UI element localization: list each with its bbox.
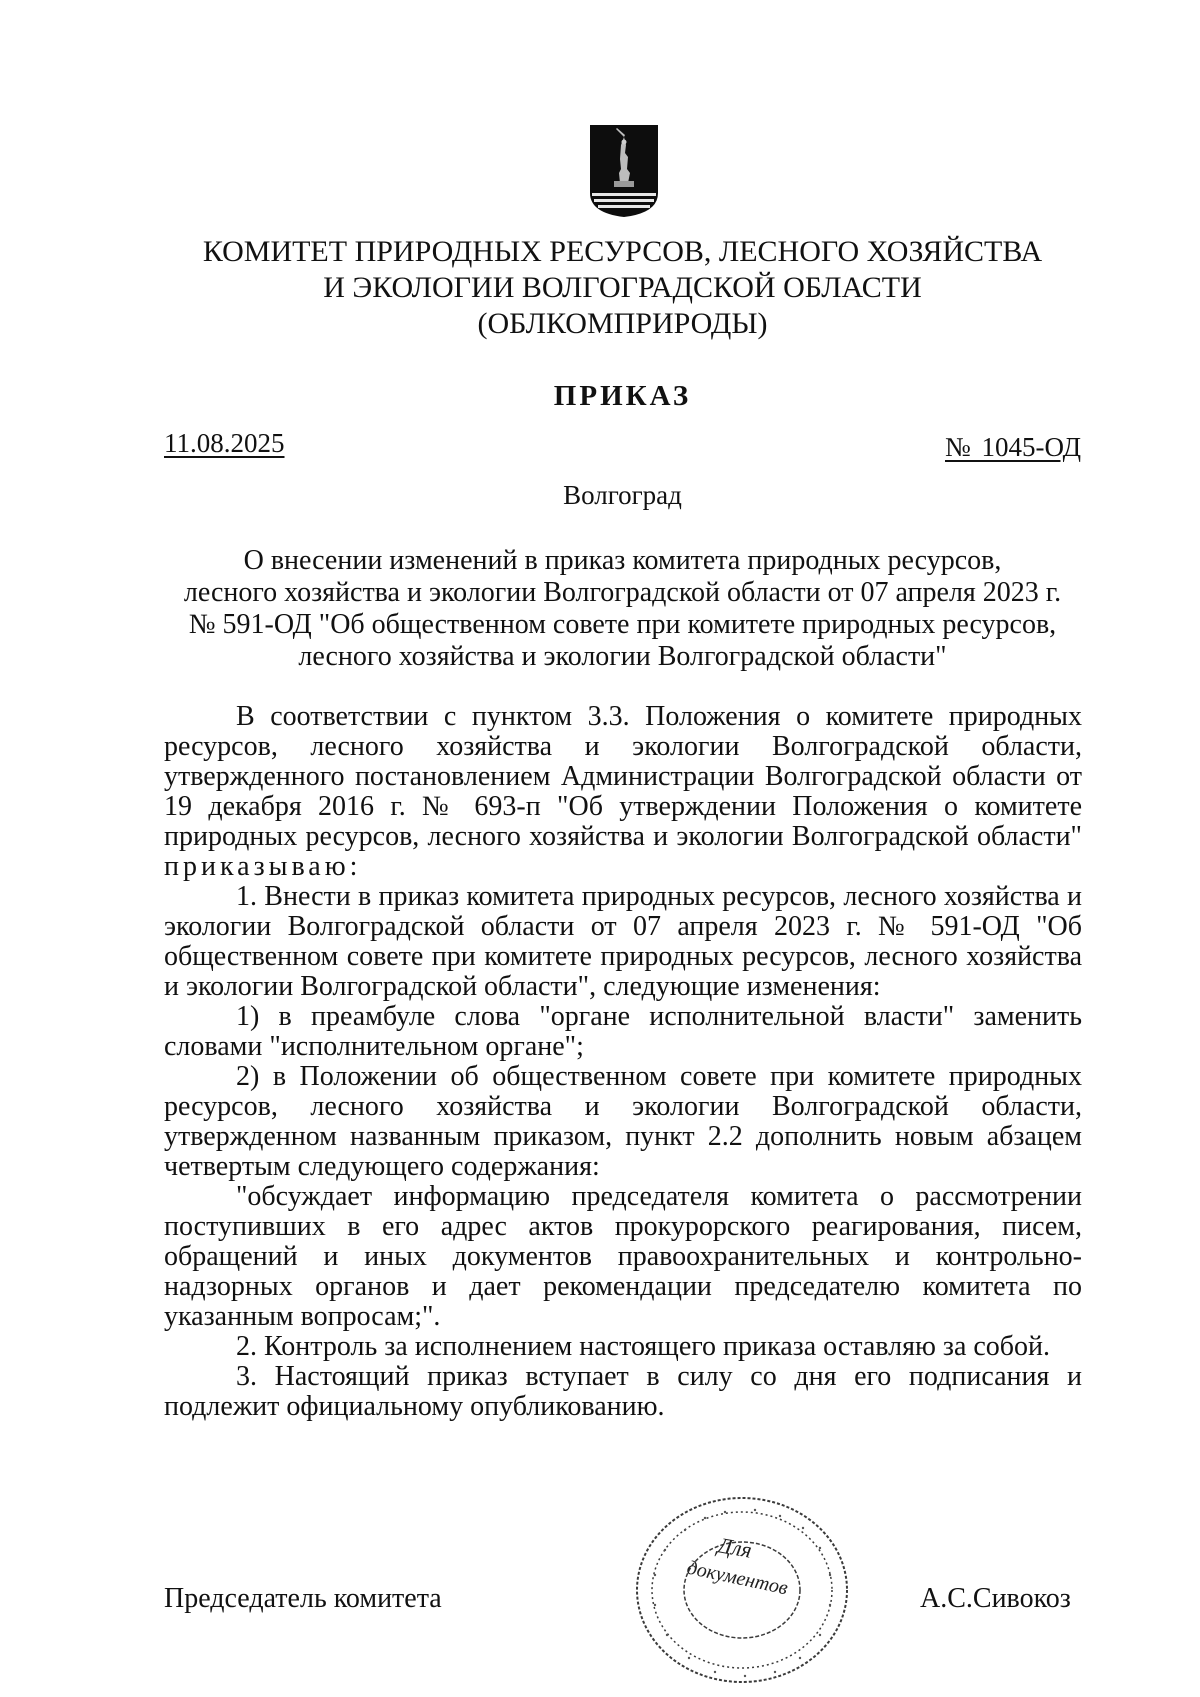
document-type: ПРИКАЗ [553, 380, 692, 412]
item-1-subitem-2: 2) в Положении об общественном совете при комитете природных ресурсов, лесного хозяйства и экологии Волгоградской области, утвержденном названным приказом, пункт 2.2 дополнить новым абзацем четвертым следующего содержания: [164, 1061, 1082, 1182]
item-3: 3. Настоящий приказ вступает в силу со дня его подписания и подлежит официальному опубликованию. [164, 1361, 1082, 1422]
item-1-subitem-1: 1) в преамбуле слова "органе исполнительной власти" заменить словами "исполнительном органе"; [164, 1001, 1082, 1062]
stamp-text-line-1: Для [716, 1532, 754, 1563]
document-city: Волгоград [563, 480, 682, 510]
subject-line-3: № 591-ОД "Об общественном совете при комитете природных ресурсов, [188, 609, 1057, 640]
organization-line-2: И ЭКОЛОГИИ ВОЛГОГРАДСКОЙ ОБЛАСТИ [323, 271, 922, 304]
document-date: 11.08.2025 [164, 428, 285, 458]
item-2: 2. Контроль за исполнением настоящего приказа оставляю за собой. [236, 1331, 1051, 1362]
subject-line-1: О внесении изменений в приказ комитета природных ресурсов, [243, 545, 1002, 576]
organization-name [0, 234, 1200, 342]
organization-line-1: КОМИТЕТ ПРИРОДНЫХ РЕСУРСОВ, ЛЕСНОГО ХОЗЯЙСТВА [202, 235, 1043, 268]
document-subject [0, 545, 1200, 673]
signatory-name: А.С.Сивокоз [920, 1583, 1071, 1614]
signatory-title: Председатель комитета [164, 1583, 442, 1614]
subject-line-4: лесного хозяйства и экологии Волгоградской области" [298, 641, 947, 672]
quoted-paragraph: "обсуждает информацию председателя комитета о рассмотрении поступивших в его адрес актов прокурорского реагирования, писем, обращений и иных документов правоохранительных и контрольно-надзорных органов и дает рекомендации председателю комитета по указанным вопросам;". [164, 1181, 1082, 1332]
organization-line-3: (ОБЛКОМПРИРОДЫ) [477, 307, 768, 340]
preamble-paragraph [164, 702, 1082, 882]
preamble-text: В соответствии с пунктом 3.3. Положения о комитете природных ресурсов, лесного хозяйства и экологии Волгоградской области, утвержденного постановлением Администрации Волгоградской области от 19 декабря 2016 г. № 693-п "Об утверждении Положения о комитете природных ресурсов, лесного хозяйства и экологии Волгоградской области" [164, 701, 1082, 852]
stamp-text-line-2: документов [684, 1556, 790, 1600]
volgograd-emblem-icon [588, 123, 660, 219]
subject-line-2: лесного хозяйства и экологии Волгоградской области от 07 апреля 2023 г. [183, 577, 1062, 608]
item-1: 1. Внести в приказ комитета природных ресурсов, лесного хозяйства и экологии Волгоградской области от 07 апреля 2023 г. № 591-ОД "Об общественном совете при комитете природных ресурсов, лесного хозяйства и экологии Волгоградской области", следующие изменения: [164, 881, 1082, 1002]
document-number: № 1045-ОД [945, 432, 1082, 462]
order-word: приказываю: [164, 851, 362, 882]
document-body [164, 702, 1082, 1422]
